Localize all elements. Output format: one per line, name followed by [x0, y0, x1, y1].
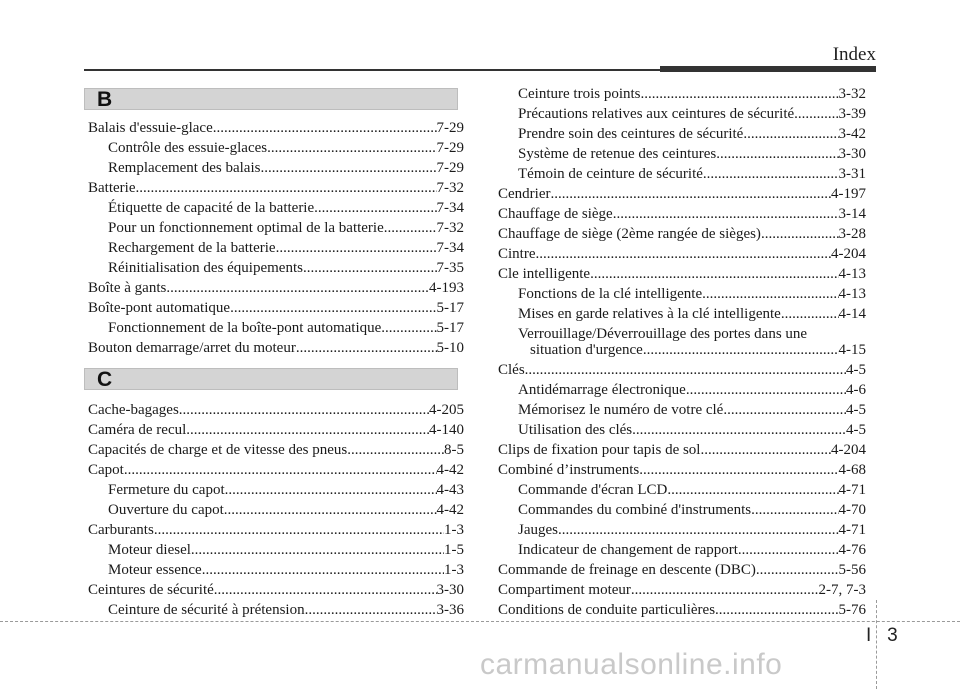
section-header-c	[84, 368, 458, 390]
index-entry	[518, 400, 866, 420]
index-entry-leader	[631, 580, 819, 600]
index-entry-leader	[703, 164, 839, 184]
index-entry	[518, 144, 866, 164]
index-entry-page: 4-197	[831, 186, 866, 202]
index-entry-leader	[751, 500, 838, 520]
index-entry-leader	[202, 560, 444, 580]
index-entry-page: 4-42	[436, 462, 464, 478]
index-entry-leader	[702, 284, 838, 304]
index-entry-label: Capot	[88, 462, 124, 478]
index-entry-label: Bouton demarrage/arret du moteur	[88, 340, 296, 356]
index-entry	[88, 580, 464, 600]
index-entry-page: 4-13	[838, 266, 866, 282]
index-entry-page: 2-7, 7-3	[818, 582, 866, 598]
index-entry-leader	[166, 278, 429, 298]
index-entry	[108, 540, 464, 560]
index-entry-page: 7-29	[436, 140, 464, 156]
index-entry-label: situation d'urgence	[530, 342, 643, 358]
section-letter: B	[97, 88, 113, 111]
index-entry-label: Fermeture du capot	[108, 482, 225, 498]
index-entry-page: 5-17	[436, 320, 464, 336]
page-number-section: I	[866, 625, 872, 646]
index-entry-leader	[716, 144, 838, 164]
index-entry-page: 4-204	[831, 246, 866, 262]
index-entry-label: Cendrier	[498, 186, 551, 202]
index-entry	[88, 520, 464, 540]
index-entry-page: 3-36	[436, 602, 464, 618]
index-entry-leader	[558, 520, 839, 540]
index-entry-leader	[632, 420, 846, 440]
index-entry	[498, 224, 866, 244]
index-entry	[88, 420, 464, 440]
index-entry-leader	[267, 138, 436, 158]
index-entry-page: 1-3	[444, 562, 464, 578]
index-entry-leader	[213, 118, 437, 138]
index-entry-label: Cintre	[498, 246, 536, 262]
index-entry	[108, 238, 464, 258]
index-entry-label: Conditions de conduite particulières	[498, 602, 716, 618]
index-entry-leader	[179, 400, 429, 420]
index-entry	[88, 460, 464, 480]
index-entry-page: 4-15	[838, 342, 866, 358]
index-entry-page: 4-71	[838, 482, 866, 498]
index-entry-page: 7-29	[436, 120, 464, 136]
index-entry-page: 4-13	[838, 286, 866, 302]
index-entry-label: Moteur diesel	[108, 542, 191, 558]
index-entry-label: Boîte-pont automatique	[88, 300, 231, 316]
index-entry	[518, 520, 866, 540]
index-entry	[88, 178, 464, 198]
index-entry-label: Étiquette de capacité de la batterie	[108, 200, 315, 216]
index-entry-leader	[738, 540, 839, 560]
index-entry-page: 4-193	[429, 280, 464, 296]
index-entry-page: 3-30	[436, 582, 464, 598]
index-entry	[498, 560, 866, 580]
index-entry-leader	[536, 244, 832, 264]
index-entry-leader	[384, 218, 437, 238]
index-entry-leader	[700, 440, 831, 460]
index-entry	[498, 580, 866, 600]
index-entry-label: Caméra de recul	[88, 422, 187, 438]
index-entry-label: Clés	[498, 362, 525, 378]
index-entry-page: 4-6	[846, 382, 866, 398]
index-entry-page: 4-5	[846, 402, 866, 418]
index-entry-page: 3-14	[838, 206, 866, 222]
index-entry-leader	[296, 338, 437, 358]
index-entry	[108, 480, 464, 500]
index-entry	[108, 318, 464, 338]
index-entry	[518, 540, 866, 560]
index-entry-label: Moteur essence	[108, 562, 202, 578]
index-entry	[518, 84, 866, 104]
index-entry-leader	[794, 104, 838, 124]
index-entry-page: 7-34	[436, 200, 464, 216]
index-entry-label: Cache-bagages	[88, 402, 179, 418]
index-entry	[498, 360, 866, 380]
index-entry-label: Commandes du combiné d'instruments	[518, 502, 752, 518]
index-entry-leader	[214, 580, 437, 600]
index-entry	[518, 124, 866, 144]
index-entry	[108, 138, 464, 158]
index-entry-page: 1-3	[444, 522, 464, 538]
index-entry-page: 4-70	[838, 502, 866, 518]
index-entry	[88, 298, 464, 318]
index-entry-page: 5-10	[436, 340, 464, 356]
index-entry	[108, 600, 464, 620]
index-entry-leader	[781, 304, 839, 324]
index-entry	[88, 440, 464, 460]
index-entry-label: Ceinture trois points	[518, 86, 641, 102]
index-entry-page: 7-35	[436, 260, 464, 276]
index-entry-label: Carburants	[88, 522, 154, 538]
index-entry-label: Ouverture du capot	[108, 502, 224, 518]
index-entry	[498, 460, 866, 480]
index-entry-leader	[761, 224, 839, 244]
index-entry	[108, 198, 464, 218]
crop-mark-horizontal	[0, 621, 960, 622]
index-entry-page: 3-39	[838, 106, 866, 122]
index-entry-label: Précautions relatives aux ceintures de sécurité	[518, 106, 795, 122]
index-entry-page: 4-43	[436, 482, 464, 498]
index-entry	[498, 204, 866, 224]
index-entry	[518, 284, 866, 304]
index-entry-page: 4-14	[838, 306, 866, 322]
page-number	[866, 625, 898, 647]
index-entry-page: 3-28	[838, 226, 866, 242]
index-entry-leader	[225, 480, 437, 500]
index-entry-label: Chauffage de siège (2ème rangée de sièges)	[498, 226, 761, 242]
index-entry	[88, 118, 464, 138]
index-entry-leader	[550, 184, 831, 204]
index-entry-label: Commande de freinage en descente (DBC)	[498, 562, 756, 578]
index-entry-leader	[305, 600, 437, 620]
index-entry-leader	[191, 540, 444, 560]
index-entry-leader	[590, 264, 838, 284]
index-entry	[518, 500, 866, 520]
index-entry	[498, 264, 866, 284]
index-entry-label: Batterie	[88, 180, 136, 196]
index-entry-label: Antidémarrage électronique	[518, 382, 686, 398]
index-entry	[530, 340, 866, 360]
index-entry-label: Remplacement des balais	[108, 160, 261, 176]
index-entry-leader	[756, 560, 839, 580]
index-entry-leader	[124, 460, 437, 480]
index-entry-page: 7-32	[436, 180, 464, 196]
index-entry	[108, 158, 464, 178]
index-entry-label: Ceinture de sécurité à prétension	[108, 602, 305, 618]
index-entry-leader	[135, 178, 436, 198]
index-entry-leader	[643, 340, 839, 360]
index-entry	[88, 278, 464, 298]
index-entry-page: 3-42	[838, 126, 866, 142]
index-entry-label: Témoin de ceinture de sécurité	[518, 166, 703, 182]
index-entry-page: 7-34	[436, 240, 464, 256]
index-entry-page: 4-204	[831, 442, 866, 458]
index-entry-leader	[743, 124, 838, 144]
index-entry	[498, 184, 866, 204]
index-entry	[498, 440, 866, 460]
index-entry-page: 4-205	[429, 402, 464, 418]
index-entry-label: Utilisation des clés	[518, 422, 633, 438]
index-entry-label: Combiné d’instruments	[498, 462, 640, 478]
index-entry-leader	[276, 238, 437, 258]
index-entry-page: 4-5	[846, 362, 866, 378]
index-entry-label: Contrôle des essuie-glaces	[108, 140, 268, 156]
index-entry	[108, 560, 464, 580]
index-entry-leader	[314, 198, 436, 218]
index-entry-label: Mémorisez le numéro de votre clé	[518, 402, 724, 418]
index-entry	[88, 338, 464, 358]
index-entry-leader	[303, 258, 437, 278]
index-entry-page: 4-71	[838, 522, 866, 538]
index-entry-page: 5-56	[838, 562, 866, 578]
index-entry-page: 5-17	[436, 300, 464, 316]
index-entry-page: 5-76	[838, 602, 866, 618]
index-entry-page: 4-5	[846, 422, 866, 438]
index-entry-label: Jauges	[518, 522, 558, 538]
page-number-value: 3	[887, 625, 898, 646]
index-entry-page: 3-30	[838, 146, 866, 162]
index-entry-leader	[686, 380, 846, 400]
index-entry-page: 4-68	[838, 462, 866, 478]
index-entry	[498, 244, 866, 264]
index-entry	[518, 380, 866, 400]
index-entry-leader	[381, 318, 436, 338]
index-entry-label: Prendre soin des ceintures de sécurité	[518, 126, 744, 142]
index-entry-page: 1-5	[444, 542, 464, 558]
index-entry-label: Fonctions de la clé intelligente	[518, 286, 703, 302]
index-entry-label: Rechargement de la batterie	[108, 240, 276, 256]
index-entry	[518, 420, 866, 440]
index-entry-page: 8-5	[444, 442, 464, 458]
index-entry-leader	[525, 360, 846, 380]
index-entry-page: 7-32	[436, 220, 464, 236]
index-entry-page: 3-32	[838, 86, 866, 102]
index-entry-label: Commande d'écran LCD	[518, 482, 668, 498]
index-entry-leader	[224, 500, 437, 520]
index-entry	[108, 218, 464, 238]
index-entry-leader	[230, 298, 436, 318]
header-rule-accent	[660, 66, 876, 72]
index-entry	[88, 400, 464, 420]
index-entry-leader	[667, 480, 838, 500]
index-entry-label: Capacités de charge et de vitesse des pneus	[88, 442, 348, 458]
index-entry-page: 4-76	[838, 542, 866, 558]
index-entry-page: 4-42	[436, 502, 464, 518]
index-entry	[108, 258, 464, 278]
index-entry-label: Pour un fonctionnement optimal de la batterie	[108, 220, 384, 236]
index-entry-label: Cle intelligente	[498, 266, 591, 282]
page-title: Index	[832, 44, 876, 65]
index-entry	[518, 304, 866, 324]
index-entry-label: Chauffage de siège	[498, 206, 613, 222]
index-entry-label: Ceintures de sécurité	[88, 582, 214, 598]
index-entry-label: Indicateur de changement de rapport	[518, 542, 738, 558]
index-entry	[498, 600, 866, 620]
index-entry-label: Balais d'essuie-glace	[88, 120, 213, 136]
index-entry-leader	[613, 204, 839, 224]
index-entry-label: Verrouillage/Déverrouillage des portes dans une	[518, 326, 808, 342]
index-entry-page: 7-29	[436, 160, 464, 176]
index-entry-leader	[347, 440, 444, 460]
index-entry-leader	[641, 84, 839, 104]
index-entry-leader	[186, 420, 429, 440]
index-entry-leader	[639, 460, 838, 480]
index-entry	[518, 480, 866, 500]
index-entry	[108, 500, 464, 520]
index-entry-leader	[260, 158, 436, 178]
index-entry-label: Clips de fixation pour tapis de sol	[498, 442, 701, 458]
index-entry-label: Mises en garde relatives à la clé intelligente	[518, 306, 781, 322]
index-entry-leader	[154, 520, 444, 540]
watermark: carmanualsonline.info	[480, 648, 783, 681]
index-entry-label: Fonctionnement de la boîte-pont automatique	[108, 320, 382, 336]
index-entry-leader	[723, 400, 846, 420]
index-entry-label: Boîte à gants	[88, 280, 167, 296]
index-entry	[518, 104, 866, 124]
section-header-b	[84, 88, 458, 110]
index-entry	[518, 164, 866, 184]
index-entry-leader	[715, 600, 838, 620]
index-entry-label: Compartiment moteur	[498, 582, 631, 598]
section-letter: C	[97, 368, 113, 391]
index-entry-label: Réinitialisation des équipements	[108, 260, 303, 276]
index-entry-label: Système de retenue des ceintures	[518, 146, 717, 162]
index-entry-page: 4-140	[429, 422, 464, 438]
index-entry-page: 3-31	[838, 166, 866, 182]
